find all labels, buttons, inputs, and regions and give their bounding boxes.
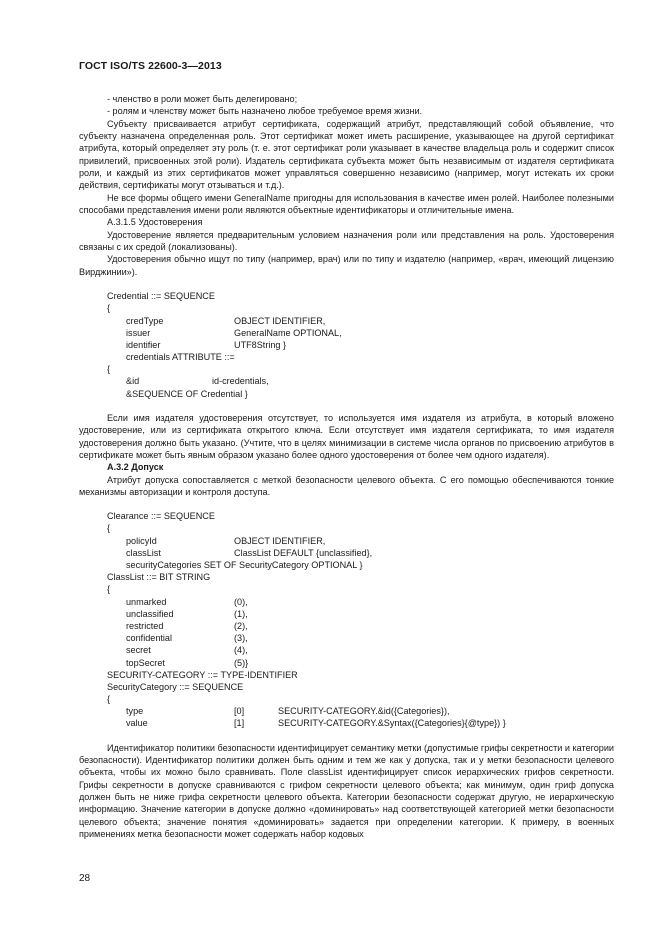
code-token: &id [126, 376, 140, 387]
code-token: secret [126, 645, 151, 656]
code-token: &SEQUENCE OF Credential } [126, 388, 248, 399]
code-token: topSecret [126, 657, 165, 668]
code-line [79, 705, 614, 717]
code-line [79, 669, 614, 681]
paragraph: - членство в роли может быть делегировано; [107, 94, 298, 104]
code-token: OBJECT IDENTIFIER, [234, 315, 326, 326]
code-token: credType [126, 315, 164, 326]
paragraph: Атрибут допуска сопоставляется с меткой безопасности целевого объекта. С его помощью обеспечиваются тонкие механизмы авторизации и контроля доступа. [79, 474, 614, 497]
paragraph: Не все формы общего имени GeneralName пригодны для использования в качестве имен ролей. Наиболее полезными способами представления имени роли являются объектные идентификаторы и отличительные имена. [79, 192, 614, 216]
code-token: [0] [234, 706, 245, 717]
paragraph: Удостоверения обычно ищут по типу (например, врач) или по типу и издателю (например, «врач, имеющий лицензию Вирджинии»). [79, 254, 614, 277]
code-token: unclassified [126, 608, 174, 619]
code-line [79, 681, 614, 693]
code-line [79, 363, 614, 375]
code-line [79, 717, 614, 729]
code-token: GeneralName OPTIONAL, [234, 327, 342, 338]
code-token: OBJECT IDENTIFIER, [234, 535, 326, 546]
code-token: (5)} [234, 657, 249, 668]
code-line [79, 522, 614, 534]
code-line [79, 559, 614, 571]
code-line [79, 351, 614, 363]
code-token: SecurityCategory ::= SEQUENCE [107, 681, 244, 692]
code-token: { [107, 303, 111, 314]
code-line [79, 302, 614, 314]
code-line [79, 571, 614, 583]
code-token: restricted [126, 620, 164, 631]
code-line [79, 290, 614, 302]
code-line [79, 375, 614, 387]
code-line [79, 657, 614, 669]
code-line [79, 608, 614, 620]
code-line [79, 596, 614, 608]
code-token: SECURITY-CATEGORY.&Syntax({Categories}{@type}) } [278, 718, 506, 729]
code-token: ClassList ::= BIT STRING [107, 572, 211, 583]
subsection-heading: А.3.1.5 Удостоверения [107, 217, 203, 228]
code-token: (4), [234, 645, 248, 656]
code-token: { [107, 364, 111, 375]
code-block-credential [79, 290, 614, 400]
code-token: securityCategories SET OF SecurityCategory OPTIONAL } [126, 560, 363, 570]
code-token: [1] [234, 718, 245, 729]
document-header: ГОСТ ISO/TS 22600-3—2013 [79, 60, 222, 72]
code-token: credentials ATTRIBUTE ::= [126, 352, 235, 363]
code-token: value [126, 718, 148, 729]
code-line [79, 632, 614, 644]
code-token: issuer [126, 327, 151, 338]
code-token: Clearance ::= SEQUENCE [107, 511, 215, 522]
code-token: confidential [126, 633, 173, 644]
code-token: (2), [234, 620, 248, 631]
code-line [79, 510, 614, 522]
code-line [79, 388, 614, 400]
code-line [79, 535, 614, 547]
code-token: SECURITY-CATEGORY ::= TYPE-IDENTIFIER [107, 669, 298, 680]
code-token: policyId [126, 535, 157, 546]
code-token: unmarked [126, 596, 167, 607]
code-line [79, 693, 614, 705]
page-number: 28 [79, 873, 91, 884]
code-token: type [126, 706, 144, 717]
paragraph: Субъекту присваивается атрибут сертификата, содержащий атрибут, представляющий собой объявление, что субъекту назначена определенная роль. Этот сертификат может иметь расширение, указывающее на другой сертификат атрибута, который определяет эту роль (т. е. этот сертификат роли указывает в качестве владельца роль и содержит список привилегий, присвоенных этой роли). Издатель сертификата субъекта может быть независимым от издателя сертификата роли, и каждый из этих сертификатов может управляться совершенно независимо (например, могут истекать их сроки действия, сертификаты могут отзываться и т.д.). [79, 118, 614, 191]
code-token: id-credentials, [212, 376, 269, 387]
code-block-clearance [79, 510, 614, 729]
paragraph: Если имя издателя удостоверения отсутствует, то используется имя издателя из атрибута, в который вложено удостоверение, или из сертификата открытого ключа. Если отсутствует имя издателя сертификата, то имя издателя удостоверения должно быть указано. (Учтите, что в целях минимизации в системе числа органов по присвоению атрибутов в сертификате может быть явным образом указано более одного удостоверения от более чем одного издателя). [79, 412, 614, 460]
section-policy-identifier [79, 742, 614, 841]
section-roles-credentials [79, 93, 614, 278]
code-line [79, 547, 614, 559]
code-line [79, 327, 614, 339]
code-line [79, 583, 614, 595]
code-token: { [107, 694, 111, 705]
code-token: { [107, 523, 111, 534]
code-line [79, 339, 614, 351]
code-token: { [107, 584, 111, 595]
body-text [79, 93, 614, 840]
code-token: UTF8String } [234, 339, 287, 350]
code-token: Credential ::= SEQUENCE [107, 291, 215, 302]
code-token: SECURITY-CATEGORY.&id({Categories}), [278, 706, 450, 717]
code-token: identifier [126, 339, 161, 350]
code-token: classList [126, 547, 161, 558]
code-token: (3), [234, 633, 248, 644]
section-clearance [79, 412, 614, 498]
code-line [79, 620, 614, 632]
code-line [79, 315, 614, 327]
code-token: (1), [234, 608, 248, 619]
paragraph: Удостоверение является предварительным условием назначения роли или представления на роль. Удостоверения связаны с их средой (локализованы). [79, 229, 614, 253]
code-token: ClassList DEFAULT {unclassified}, [234, 547, 373, 558]
paragraph: - ролям и членству может быть назначено любое требуемое время жизни. [107, 106, 423, 117]
section-heading: А.3.2 Допуск [107, 462, 164, 473]
code-token: (0), [234, 596, 248, 607]
paragraph: Идентификатор политики безопасности идентифицирует семантику метки (допустимые грифы секретности и категории безопасности). Идентификатор политики должен быть одним и тем же как у допуска, так и у метки безопасности целевого объекта, чтобы их можно было сравнивать. Поле classList идентифицирует список иерархических грифов секретности. Грифы секретности в допуске сравниваются с грифом секретности целевого объекта; как минимум, один гриф допуска должен быть не ниже грифа секретности целевого объекта. Категории безопасности содержат другую, не иерархическую информацию. Значение категории в допуске должно «доминировать» над соответствующей категорией метки безопасности целевого объекта; значение понятия «доминировать» задается при определении категории. К примеру, в военных применениях метка безопасности может содержать набор кодовых [79, 742, 615, 840]
code-line [79, 644, 614, 656]
